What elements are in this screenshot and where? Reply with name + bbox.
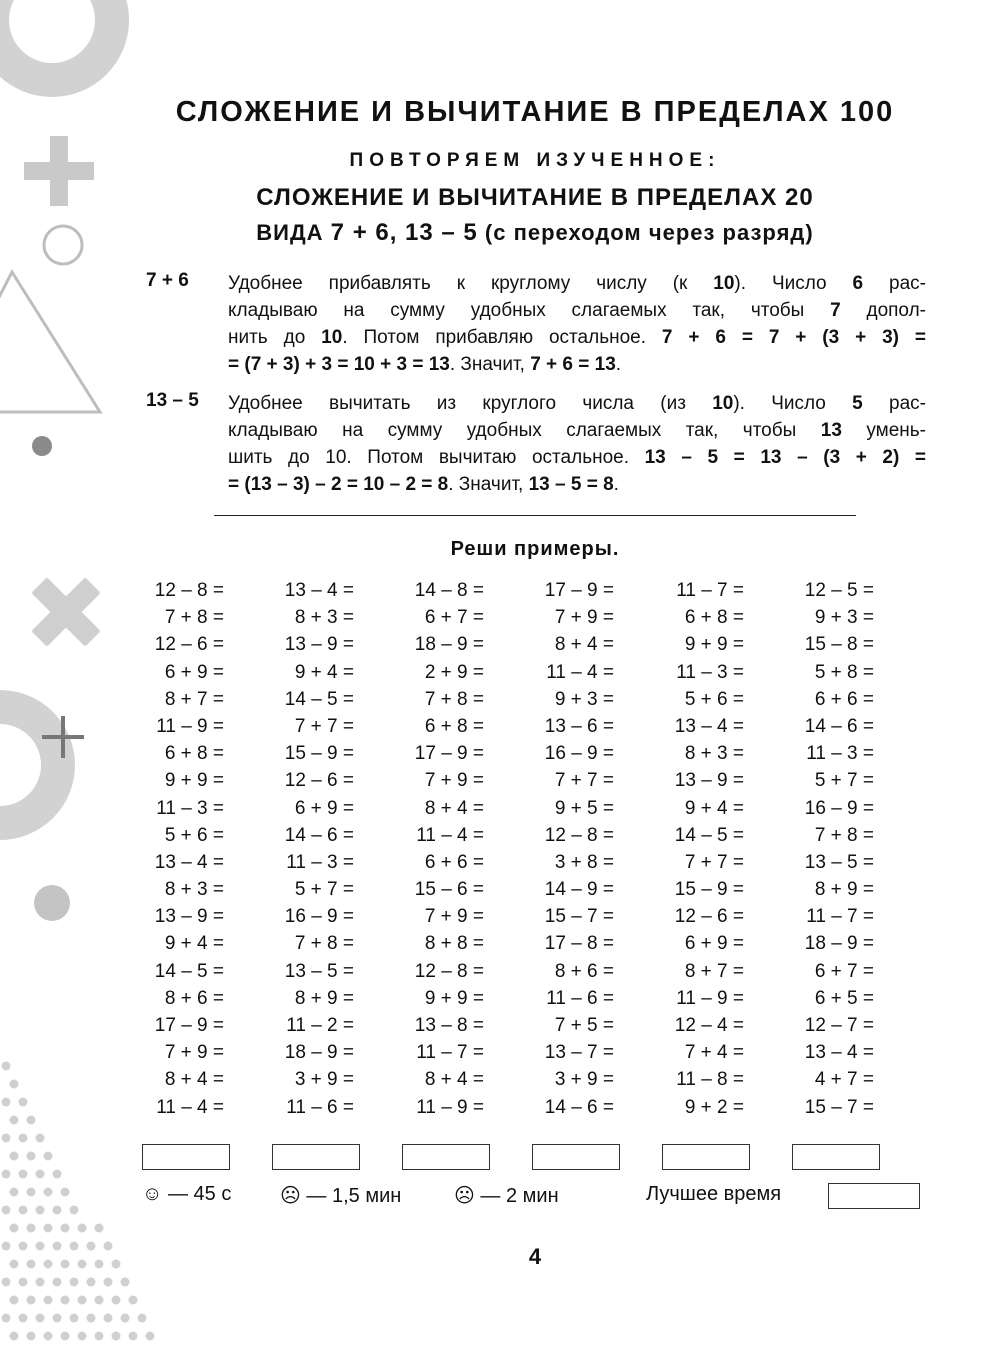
math-example: 8 + 7 = [164,688,224,710]
page-number: 4 [528,1244,542,1269]
frown-icon: ☹ [454,1185,475,1207]
math-example: 13 – 9 = [284,634,354,656]
pattern-dot [36,1206,45,1215]
math-example: 8 + 3 = [684,743,744,765]
pattern-dot [2,1134,11,1143]
time-box[interactable] [272,1144,360,1170]
pattern-dot [95,1296,104,1305]
pattern-dot [2,1098,11,1107]
pattern-dot [53,1314,62,1323]
pattern-dot [70,1314,79,1323]
math-example: 9 + 9 = [424,987,484,1009]
pattern-dot [27,1296,36,1305]
pattern-dot [19,1170,28,1179]
math-example: 6 + 8 = [424,715,484,737]
answer-time-boxes [142,1144,922,1170]
math-example: 15 – 9 = [284,743,354,765]
math-example: 14 – 5 = [284,688,354,710]
math-example: 12 – 6 = [154,634,224,656]
math-example: 15 – 8 = [804,634,874,656]
pattern-dot [70,1206,79,1215]
pattern-dot [129,1296,138,1305]
rule-line: кладываю на сумму удобных слагаемых так, чтобы 13 умень- [228,420,927,441]
kind-prefix: ВИДА [256,220,324,245]
rule-example: 13 – 5 [146,390,199,411]
timing-fast-label: — 45 с [167,1183,232,1205]
math-example: 11 – 3 = [156,797,224,819]
exercise-column [530,577,660,1121]
smile-icon: ☺ [142,1183,163,1205]
pattern-dot [104,1314,113,1323]
exercise-column [660,577,790,1121]
pattern-dot [146,1332,155,1341]
math-example: 2 + 9 = [424,661,484,683]
math-example: 17 – 8 = [544,933,614,955]
review-subtitle: ПОВТОРЯЕМ ИЗУЧЕННОЕ: [349,150,721,171]
pattern-dot [19,1278,28,1287]
math-example: 6 + 6 = [814,688,874,710]
time-box[interactable] [532,1144,620,1170]
exercise-column [270,577,400,1121]
math-example: 12 – 8 = [414,960,484,982]
math-example: 7 + 9 = [554,607,614,629]
rule-line: = (13 – 3) – 2 = 10 – 2 = 8. Значит, 13 – 5 = 8. [228,474,619,495]
pattern-dot [36,1170,45,1179]
topic-subtitle: СЛОЖЕНИЕ И ВЫЧИТАНИЕ В ПРЕДЕЛАХ 20 [256,184,814,211]
pattern-dot [95,1224,104,1233]
math-example: 8 + 8 = [424,933,484,955]
math-example: 14 – 5 = [154,960,224,982]
pattern-dot [138,1314,147,1323]
math-example: 8 + 4 = [554,634,614,656]
neutral-face-icon: ☹ [280,1185,301,1207]
timing-slow [454,1183,559,1208]
math-example: 13 – 7 = [544,1042,614,1064]
math-example: 11 – 3 = [286,851,354,873]
pattern-dot [78,1332,87,1341]
rule-line: нить до 10. Потом прибавляю остальное. 7 + 6 = 7 + (3 + 3) = [228,327,926,348]
math-example: 12 – 5 = [804,580,874,601]
math-example: 12 – 7 = [804,1015,874,1036]
pattern-dot [112,1296,121,1305]
math-example: 8 + 3 = [164,879,224,901]
math-example: 13 – 8 = [414,1015,484,1036]
math-example: 13 – 9 = [154,906,224,928]
math-example: 11 – 2 = [286,1015,354,1036]
pattern-dot [53,1278,62,1287]
math-example: 13 – 6 = [544,715,614,737]
pattern-dot [95,1332,104,1341]
pattern-dot [104,1278,113,1287]
math-example: 11 – 4 = [416,824,484,846]
math-example: 8 + 9 = [294,987,354,1009]
math-example: 16 – 9 = [804,797,874,819]
pattern-dot [61,1332,70,1341]
math-example: 6 + 8 = [684,607,744,629]
kind-subtitle [0,219,1000,247]
math-example: 6 + 9 = [294,797,354,819]
pattern-dot [10,1152,19,1161]
pattern-dot [78,1224,87,1233]
pattern-dot [70,1278,79,1287]
math-example: 18 – 9 = [414,634,484,656]
math-example: 11 – 4 = [156,1096,224,1118]
math-example: 11 – 9 = [416,1096,484,1118]
half-ring-decoration [0,707,58,823]
rule-line: Удобнее вычитать из круглого числа (из 10). Число 5 рас- [228,393,926,414]
math-example: 12 – 8 = [544,824,614,846]
math-example: 13 – 4 = [154,851,224,873]
math-example: 11 – 8 = [676,1069,744,1091]
math-example: 11 – 9 = [156,715,224,737]
math-example: 14 – 6 = [804,715,874,737]
best-time-box[interactable] [828,1183,920,1209]
math-example: 11 – 7 = [676,580,744,601]
pattern-dot [19,1134,28,1143]
exercise-column [790,577,920,1121]
math-example: 15 – 7 = [544,906,614,928]
math-example: 9 + 9 = [684,634,744,656]
pattern-dot [27,1224,36,1233]
math-example: 8 + 6 = [164,987,224,1009]
exercise-column [140,577,270,1121]
rules-section [146,270,926,510]
math-example: 9 + 3 = [814,607,874,629]
math-example: 6 + 8 = [164,743,224,765]
math-example: 6 + 7 = [424,607,484,629]
rule-explanation [228,390,926,498]
pattern-dot [44,1188,53,1197]
pattern-dot [10,1332,19,1341]
math-example: 11 – 3 = [806,743,874,765]
rule-subtraction [146,390,926,498]
math-example: 11 – 3 = [676,661,744,683]
math-example: 13 – 4 = [804,1042,874,1064]
math-example: 8 + 9 = [814,879,874,901]
math-example: 8 + 4 = [424,797,484,819]
math-example: 9 + 4 = [164,933,224,955]
math-example: 6 + 9 = [164,661,224,683]
rule-example: 7 + 6 [146,270,189,291]
pattern-dot [44,1332,53,1341]
math-example: 5 + 7 = [294,879,354,901]
pattern-dot [36,1134,45,1143]
math-example: 6 + 9 = [684,933,744,955]
gray-dot-decoration [34,885,70,921]
math-example: 5 + 7 = [814,770,874,792]
math-example: 6 + 6 = [424,851,484,873]
kind-note: (с переходом через разряд) [484,220,814,245]
math-example: 14 – 8 = [414,580,484,601]
timing-slow-label: — 2 мин [480,1185,559,1207]
time-box[interactable] [662,1144,750,1170]
kind-examples: 7 + 6, 13 – 5 [330,219,478,246]
section-divider [214,515,856,516]
pattern-dot [44,1296,53,1305]
math-example: 13 – 4 = [284,580,354,601]
math-example: 9 + 4 = [294,661,354,683]
math-example: 13 – 5 = [804,851,874,873]
pattern-dot [61,1224,70,1233]
pattern-dot [27,1116,36,1125]
pattern-dot [19,1098,28,1107]
pattern-dot [2,1278,11,1287]
math-example: 12 – 8 = [154,580,224,601]
pattern-dot [27,1188,36,1197]
math-example: 8 + 6 = [554,960,614,982]
pattern-dot [61,1188,70,1197]
math-example: 14 – 6 = [284,824,354,846]
pattern-dot [10,1188,19,1197]
math-example: 7 + 9 = [164,1042,224,1064]
math-example: 13 – 9 = [674,770,744,792]
math-example: 8 + 4 = [424,1069,484,1091]
pattern-dot [10,1224,19,1233]
pattern-dot [10,1116,19,1125]
math-example: 5 + 8 = [814,661,874,683]
math-example: 11 – 6 = [546,987,614,1009]
rule-line: = (7 + 3) + 3 = 10 + 3 = 13. Значит, 7 + 6 = 13. [228,354,622,375]
exercise-column [400,577,530,1121]
time-box[interactable] [402,1144,490,1170]
pattern-dot [36,1314,45,1323]
math-example: 9 + 5 = [554,797,614,819]
pattern-dot [2,1206,11,1215]
math-example: 7 + 8 = [424,688,484,710]
pattern-dot [2,1314,11,1323]
math-example: 7 + 9 = [424,906,484,928]
pattern-dot [129,1332,138,1341]
math-example: 16 – 9 = [544,743,614,765]
math-example: 11 – 4 = [546,661,614,683]
math-example: 12 – 6 = [674,906,744,928]
math-example: 9 + 3 = [554,688,614,710]
pattern-dot [44,1152,53,1161]
pattern-dot [121,1278,130,1287]
pattern-dot [19,1314,28,1323]
pattern-dot [27,1332,36,1341]
math-example: 14 – 9 = [544,879,614,901]
math-example: 11 – 9 = [676,987,744,1009]
math-example: 9 + 9 = [164,770,224,792]
math-example: 9 + 2 = [684,1096,744,1118]
timing-medium-label: — 1,5 мин [306,1185,402,1207]
math-example: 7 + 8 = [814,824,874,846]
math-example: 17 – 9 = [544,580,614,601]
math-example: 6 + 5 = [814,987,874,1009]
math-example: 14 – 6 = [544,1096,614,1118]
math-example: 8 + 4 = [164,1069,224,1091]
math-example: 13 – 4 = [674,715,744,737]
math-example: 18 – 9 = [284,1042,354,1064]
dot-decoration [32,436,52,456]
math-example: 8 + 3 = [294,607,354,629]
math-example: 7 + 7 = [554,770,614,792]
pattern-dot [36,1278,45,1287]
math-example: 11 – 6 = [286,1096,354,1118]
timing-fast [142,1183,231,1206]
math-example: 7 + 7 = [294,715,354,737]
pattern-dot [78,1296,87,1305]
math-example: 7 + 5 = [554,1015,614,1036]
math-example: 7 + 9 = [424,770,484,792]
pattern-dot [27,1152,36,1161]
exercise-grid [140,577,920,1121]
page-title: СЛОЖЕНИЕ И ВЫЧИТАНИЕ В ПРЕДЕЛАХ 100 [175,96,895,128]
time-box[interactable] [142,1144,230,1170]
rule-addition [146,270,926,378]
triangle-decoration [0,272,100,412]
math-example: 12 – 6 = [284,770,354,792]
pattern-dot [121,1314,130,1323]
math-example: 14 – 5 = [674,824,744,846]
large-ring-decoration [0,0,112,80]
math-example: 12 – 4 = [674,1015,744,1036]
rule-line: шить до 10. Потом вычитаю остальное. 13 – 5 = 13 – (3 + 2) = [228,447,927,468]
timing-medium [280,1183,401,1208]
math-example: 5 + 6 = [164,824,224,846]
math-example: 6 + 7 = [814,960,874,982]
math-example: 7 + 7 = [684,851,744,873]
pattern-dot [2,1062,11,1071]
pattern-dot [44,1224,53,1233]
math-example: 5 + 6 = [684,688,744,710]
math-example: 18 – 9 = [804,933,874,955]
math-example: 15 – 9 = [674,879,744,901]
pattern-dot [53,1170,62,1179]
math-example: 17 – 9 = [414,743,484,765]
math-example: 17 – 9 = [154,1015,224,1036]
math-example: 7 + 4 = [684,1042,744,1064]
math-example: 11 – 7 = [416,1042,484,1064]
math-example: 8 + 7 = [684,960,744,982]
pattern-dot [87,1314,96,1323]
pattern-dot [87,1278,96,1287]
math-example: 3 + 8 = [554,851,614,873]
math-example: 13 – 5 = [284,960,354,982]
pattern-dot [10,1296,19,1305]
math-example: 11 – 7 = [806,906,874,928]
math-example: 4 + 7 = [814,1069,874,1091]
math-example: 3 + 9 = [554,1069,614,1091]
math-example: 15 – 7 = [804,1096,874,1118]
best-time-label: Лучшее время [646,1183,782,1205]
pattern-dot [112,1332,121,1341]
math-example: 15 – 6 = [414,879,484,901]
rule-line: Удобнее прибавлять к круглому числу (к 10). Число 6 рас- [228,273,926,294]
cross-decoration [12,558,119,665]
pattern-dot [2,1170,11,1179]
pattern-dot [53,1206,62,1215]
math-example: 9 + 4 = [684,797,744,819]
exercise-prompt: Реши примеры. [450,538,620,560]
math-example: 3 + 9 = [294,1069,354,1091]
math-example: 16 – 9 = [284,906,354,928]
math-example: 7 + 8 = [164,607,224,629]
rule-explanation [228,270,926,378]
pattern-dot [10,1080,19,1089]
math-example: 7 + 8 = [294,933,354,955]
pattern-dot [19,1206,28,1215]
rule-line: кладываю на сумму удобных слагаемых так, чтобы 7 допол- [228,300,926,321]
time-box[interactable] [792,1144,880,1170]
pattern-dot [61,1296,70,1305]
